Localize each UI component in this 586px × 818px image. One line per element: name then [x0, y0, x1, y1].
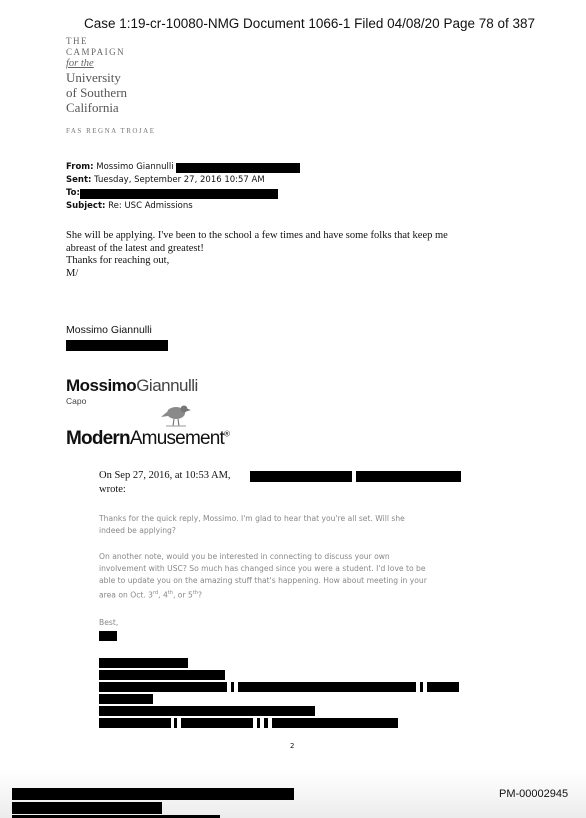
- body-line: abreast of the latest and greatest!: [66, 242, 204, 254]
- logo-line-university: University: [66, 70, 121, 85]
- quoted-paragraph-1: [99, 513, 499, 537]
- body-line: She will be applying. I've been to the school a few times and have some folks that keep me: [66, 230, 448, 241]
- usc-campaign-logo: [66, 36, 155, 135]
- email-to-line: [66, 188, 80, 198]
- body-line: M/: [66, 267, 79, 279]
- company-light: Amusement: [129, 428, 224, 449]
- redaction-bar: [264, 718, 268, 728]
- body-line: Thanks for reaching out,: [66, 255, 170, 266]
- redaction-bar: [99, 706, 315, 716]
- bates-number: PM-00002945: [499, 788, 569, 800]
- redaction-bar: [356, 471, 461, 482]
- redaction-bar: [99, 631, 117, 641]
- to-label: To:: [66, 188, 80, 198]
- brand-name: [66, 376, 198, 396]
- quoted-line: Thanks for the quick reply, Mossimo. I'm glad to hear that you're all set. Will she: [99, 514, 405, 523]
- quoted-text: , or 5: [172, 590, 193, 600]
- quoted-line: On another note, would you be interested in connecting to discuss your own: [99, 552, 390, 561]
- sent-label: Sent:: [66, 175, 92, 185]
- case-header: Case 1:19-cr-10080-NMG Document 1066-1 Filed 04/08/20 Page 78 of 387: [84, 16, 536, 31]
- redaction-bar: [231, 682, 234, 692]
- redaction-bar: [257, 718, 260, 728]
- company-logo: [66, 428, 229, 450]
- quoted-line: able to update you on the amazing stuff that's happening. How about meeting in your: [99, 576, 427, 585]
- ordinal-suffix: rd: [153, 590, 159, 596]
- logo-motto: FAS REGNA TROJAE: [66, 127, 156, 135]
- redaction-bar: [99, 670, 225, 680]
- quoted-text: , 4: [158, 590, 168, 600]
- from-value: Mossimo Giannulli: [96, 162, 174, 172]
- from-label: From:: [66, 162, 94, 172]
- redaction-bar: [66, 340, 168, 351]
- redaction-bar: [238, 682, 416, 692]
- ordinal-suffix: th: [167, 590, 173, 596]
- quoted-line: [99, 587, 499, 602]
- brand-last: Giannulli: [136, 376, 198, 395]
- logo-line-the: THE: [66, 36, 88, 46]
- page-number: 2: [290, 742, 295, 750]
- logo-line-for-the: for the: [66, 58, 94, 69]
- brand-first: Mossimo: [66, 376, 137, 395]
- redaction-bar: [99, 718, 171, 728]
- redaction-bar: [420, 682, 423, 692]
- redaction-bar: [427, 682, 459, 692]
- redaction-bar: [174, 718, 177, 728]
- redaction-bar: [272, 718, 398, 728]
- subject-value: Re: USC Admissions: [108, 201, 193, 211]
- redaction-bar: [176, 163, 300, 173]
- email-subject-line: [66, 201, 193, 211]
- redaction-bar: [250, 471, 352, 482]
- signature-title: Capo: [66, 396, 87, 406]
- logo-line-campaign: CAMPAIGN: [66, 47, 126, 57]
- redaction-bar: [12, 788, 294, 800]
- email-sent-line: [66, 175, 265, 185]
- ordinal-suffix: th: [192, 590, 198, 596]
- redaction-bar: [181, 718, 253, 728]
- redaction-bar: [99, 658, 188, 668]
- registered-mark: ®: [224, 429, 230, 439]
- quote-header: On Sep 27, 2016, at 10:53 AM,: [99, 470, 231, 481]
- redaction-bar: [99, 682, 227, 692]
- signature-name: Mossimo Giannulli: [66, 324, 152, 336]
- quoted-best: Best,: [99, 618, 119, 627]
- quoted-text: area on Oct. 3: [99, 590, 154, 600]
- email-body: [66, 230, 516, 280]
- company-bold: Modern: [66, 428, 130, 449]
- redaction-bar: [99, 694, 153, 704]
- sent-value: Tuesday, September 27, 2016 10:57 AM: [94, 175, 265, 185]
- redaction-bar: [12, 802, 162, 814]
- logo-line-california: California: [66, 100, 119, 115]
- quoted-paragraph-2: [99, 551, 499, 602]
- logo-line-of-southern: of Southern: [66, 85, 128, 100]
- redaction-bar: [80, 189, 278, 199]
- quoted-line: indeed be applying?: [99, 526, 176, 535]
- quote-wrote: wrote:: [99, 484, 126, 495]
- quoted-text: ?: [197, 590, 202, 600]
- subject-label: Subject:: [66, 201, 106, 211]
- email-from-line: [66, 162, 174, 172]
- quoted-line: involvement with USC? So much has changed since you were a student. I'd love to be: [99, 564, 426, 573]
